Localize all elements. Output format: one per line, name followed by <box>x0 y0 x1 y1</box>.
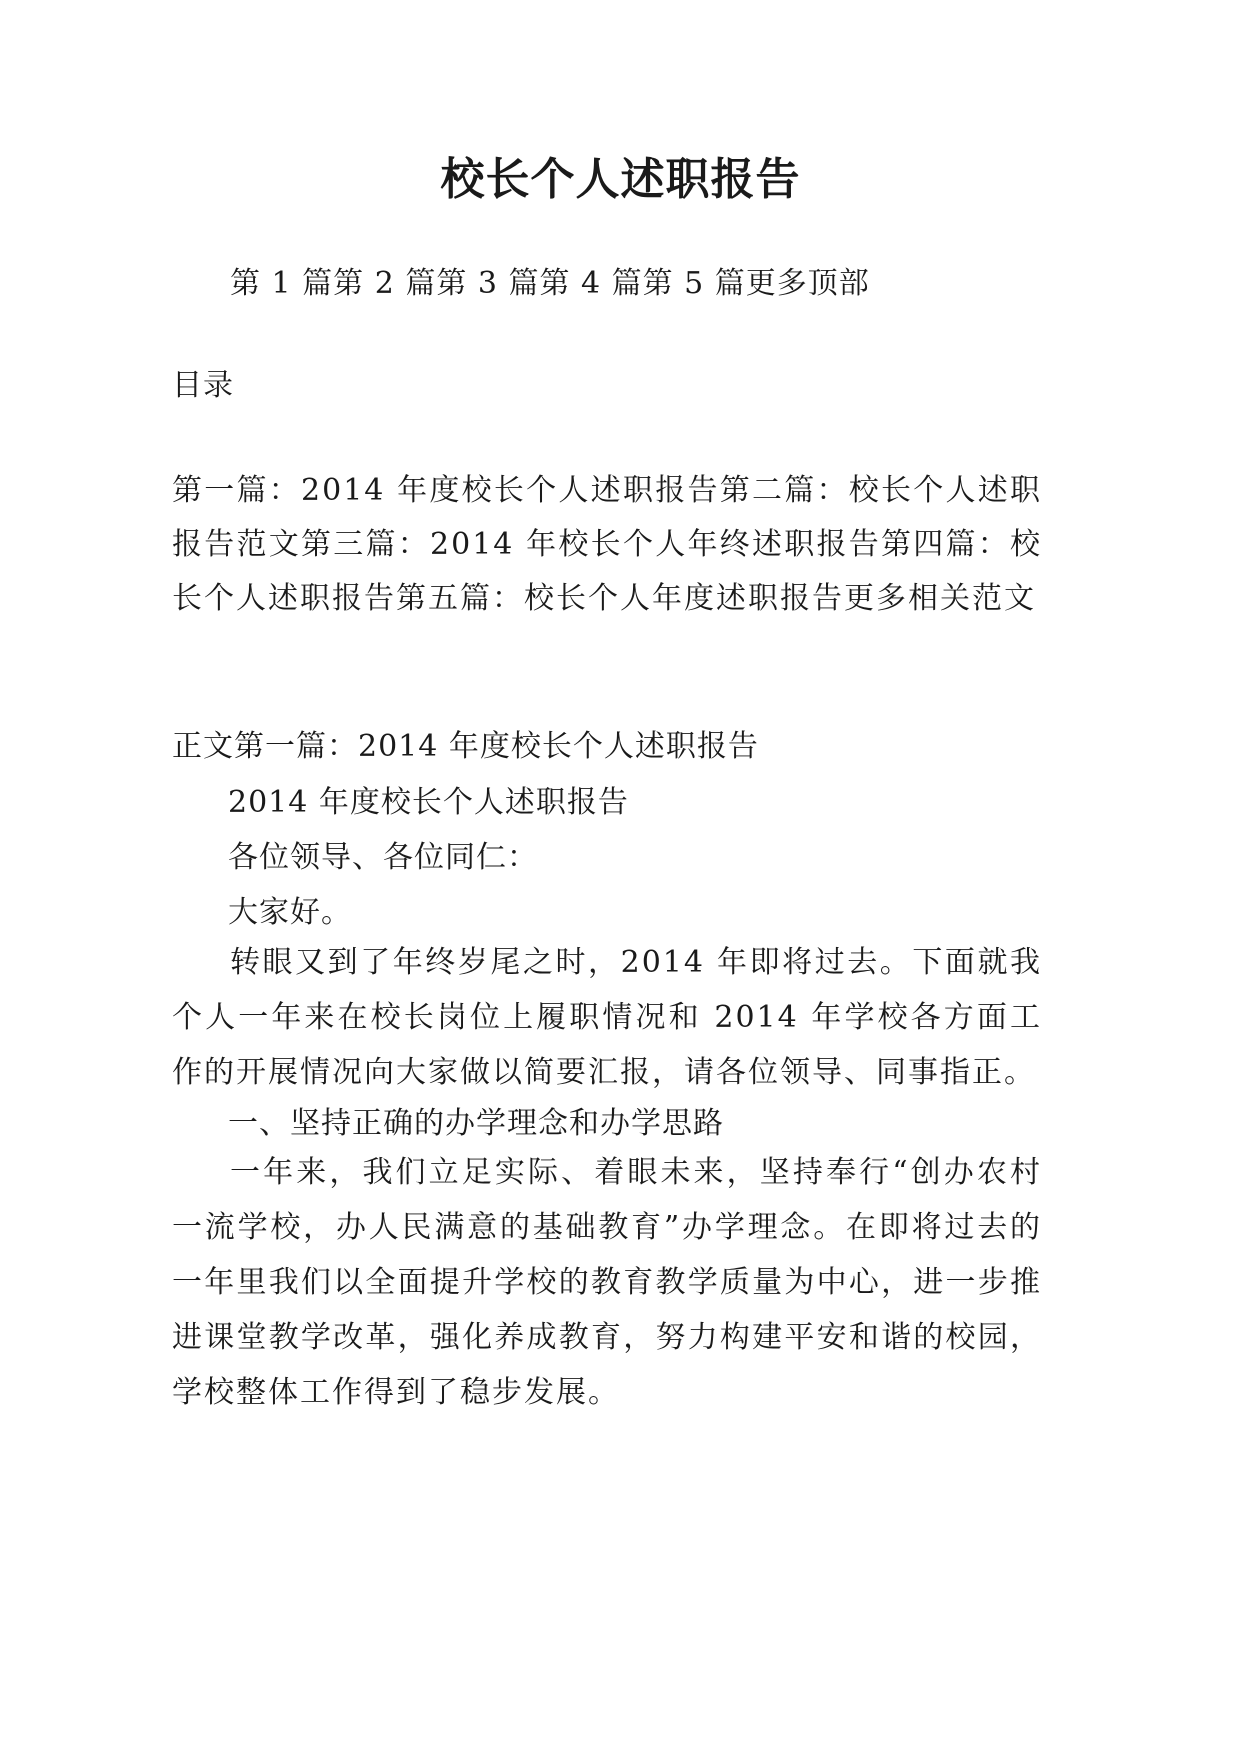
section-1-heading: 一、坚持正确的办学理念和办学思路 <box>228 1106 724 1141</box>
body-heading: 正文第一篇：2014 年度校长个人述职报告 <box>172 729 759 764</box>
paragraph-1: 转眼又到了年终岁尾之时，2014 年即将过去。下面就我个人一年来在校长岗位上履职情况和 2014 年学校各方面工作的开展情况向大家做以简要汇报，请各位领导、同事指正。 <box>172 945 1042 1090</box>
article-nav-line: 第 1 篇第 2 篇第 3 篇第 4 篇第 5 篇更多顶部 <box>230 266 870 301</box>
report-subtitle: 2014 年度校长个人述职报告 <box>228 785 629 820</box>
paragraph-2: 一年来，我们立足实际、着眼未来，坚持奉行“创办农村一流学校，办人民满意的基础教育”办学理念。在即将过去的一年里我们以全面提升学校的教育教学质量为中心，进一步推进课堂教学改革，强化养成教育，努力构建平安和谐的校园，学校整体工作得到了稳步发展。 <box>172 1155 1042 1410</box>
greeting: 大家好。 <box>228 895 352 930</box>
document-title: 校长个人述职报告 <box>440 154 801 205</box>
toc-heading: 目录 <box>172 368 234 403</box>
salutation: 各位领导、各位同仁： <box>228 840 538 875</box>
toc-text: 第一篇：2014 年度校长个人述职报告第二篇：校长个人述职报告范文第三篇：2014 年校长个人年终述职报告第四篇：校长个人述职报告第五篇：校长个人年度述职报告更多相关范文 <box>172 473 1042 616</box>
